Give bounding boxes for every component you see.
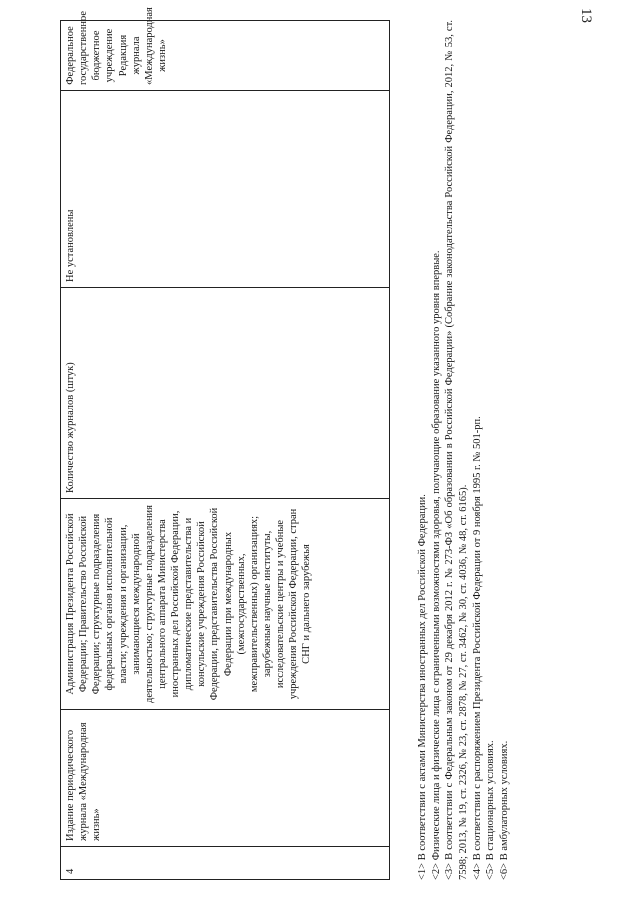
rotated-page-content bbox=[60, 7, 510, 880]
service-name: Издание периодического журнала «Международная жизнь» bbox=[61, 710, 390, 847]
row-number: 4 bbox=[61, 847, 390, 880]
footnote: <1> В соответствии с актами Министерства иностранных дел Российской Федерации. bbox=[417, 494, 428, 880]
footnote: <2> Физические лица и физические лица с ограниченными возможностями здоровья, получающие образование указанного уровня впервые. bbox=[430, 250, 442, 880]
footnote: <3> В соответствии с Федеральным законом от 29 декабря 2012 г. № 273-ФЗ «Об образовании в Российской Федерации» (Собрание законодательства Российской Федерации, 2012, № 53, ст. 7598; 2013, № 19, ст. 2326, № 23, ст. 2878, № 27, ст. 3462, № 30, ст. 4036, № 48, ст. 6165). bbox=[444, 20, 469, 880]
table-row bbox=[61, 21, 390, 880]
footnote: <6> В амбулаторных условиях. bbox=[498, 740, 510, 880]
indicator-cell: Количество журналов (штук) bbox=[61, 288, 390, 499]
norm-cell: Не установлены bbox=[61, 91, 390, 288]
recipients-cell: Администрация Президента Российской Федерации; Правительство Российской Федерации; структурные подразделения федеральных органов исполнительной власти; учреждения и организации, занимающиеся международной деятельностью; структурные подразделения центрального аппарата Министерства иностранных дел Российской Федерации, дипломатические представительства и консульские учреждения Российской Федерации, представительства Российской Федерации при международных (межгосударственных, межправительственных) организациях; зарубежные научные институты, исследовательские центры и учебные учреждения Российской Федерации, стран СНГ и дальнего зарубежья bbox=[61, 499, 390, 710]
executor-cell: Федеральное государственное бюджетное учреждение Редакция журнала «Международная жизнь» bbox=[61, 21, 390, 91]
page-number: 13 bbox=[578, 8, 594, 23]
services-table bbox=[60, 7, 390, 880]
footnotes bbox=[416, 20, 511, 880]
footnote: <4> В соответствии с распоряжением Президента Российской Федерации от 9 ноября 1995 г. № 501-рп. bbox=[471, 416, 483, 880]
footnote: <5> В стационарных условиях. bbox=[485, 740, 497, 880]
